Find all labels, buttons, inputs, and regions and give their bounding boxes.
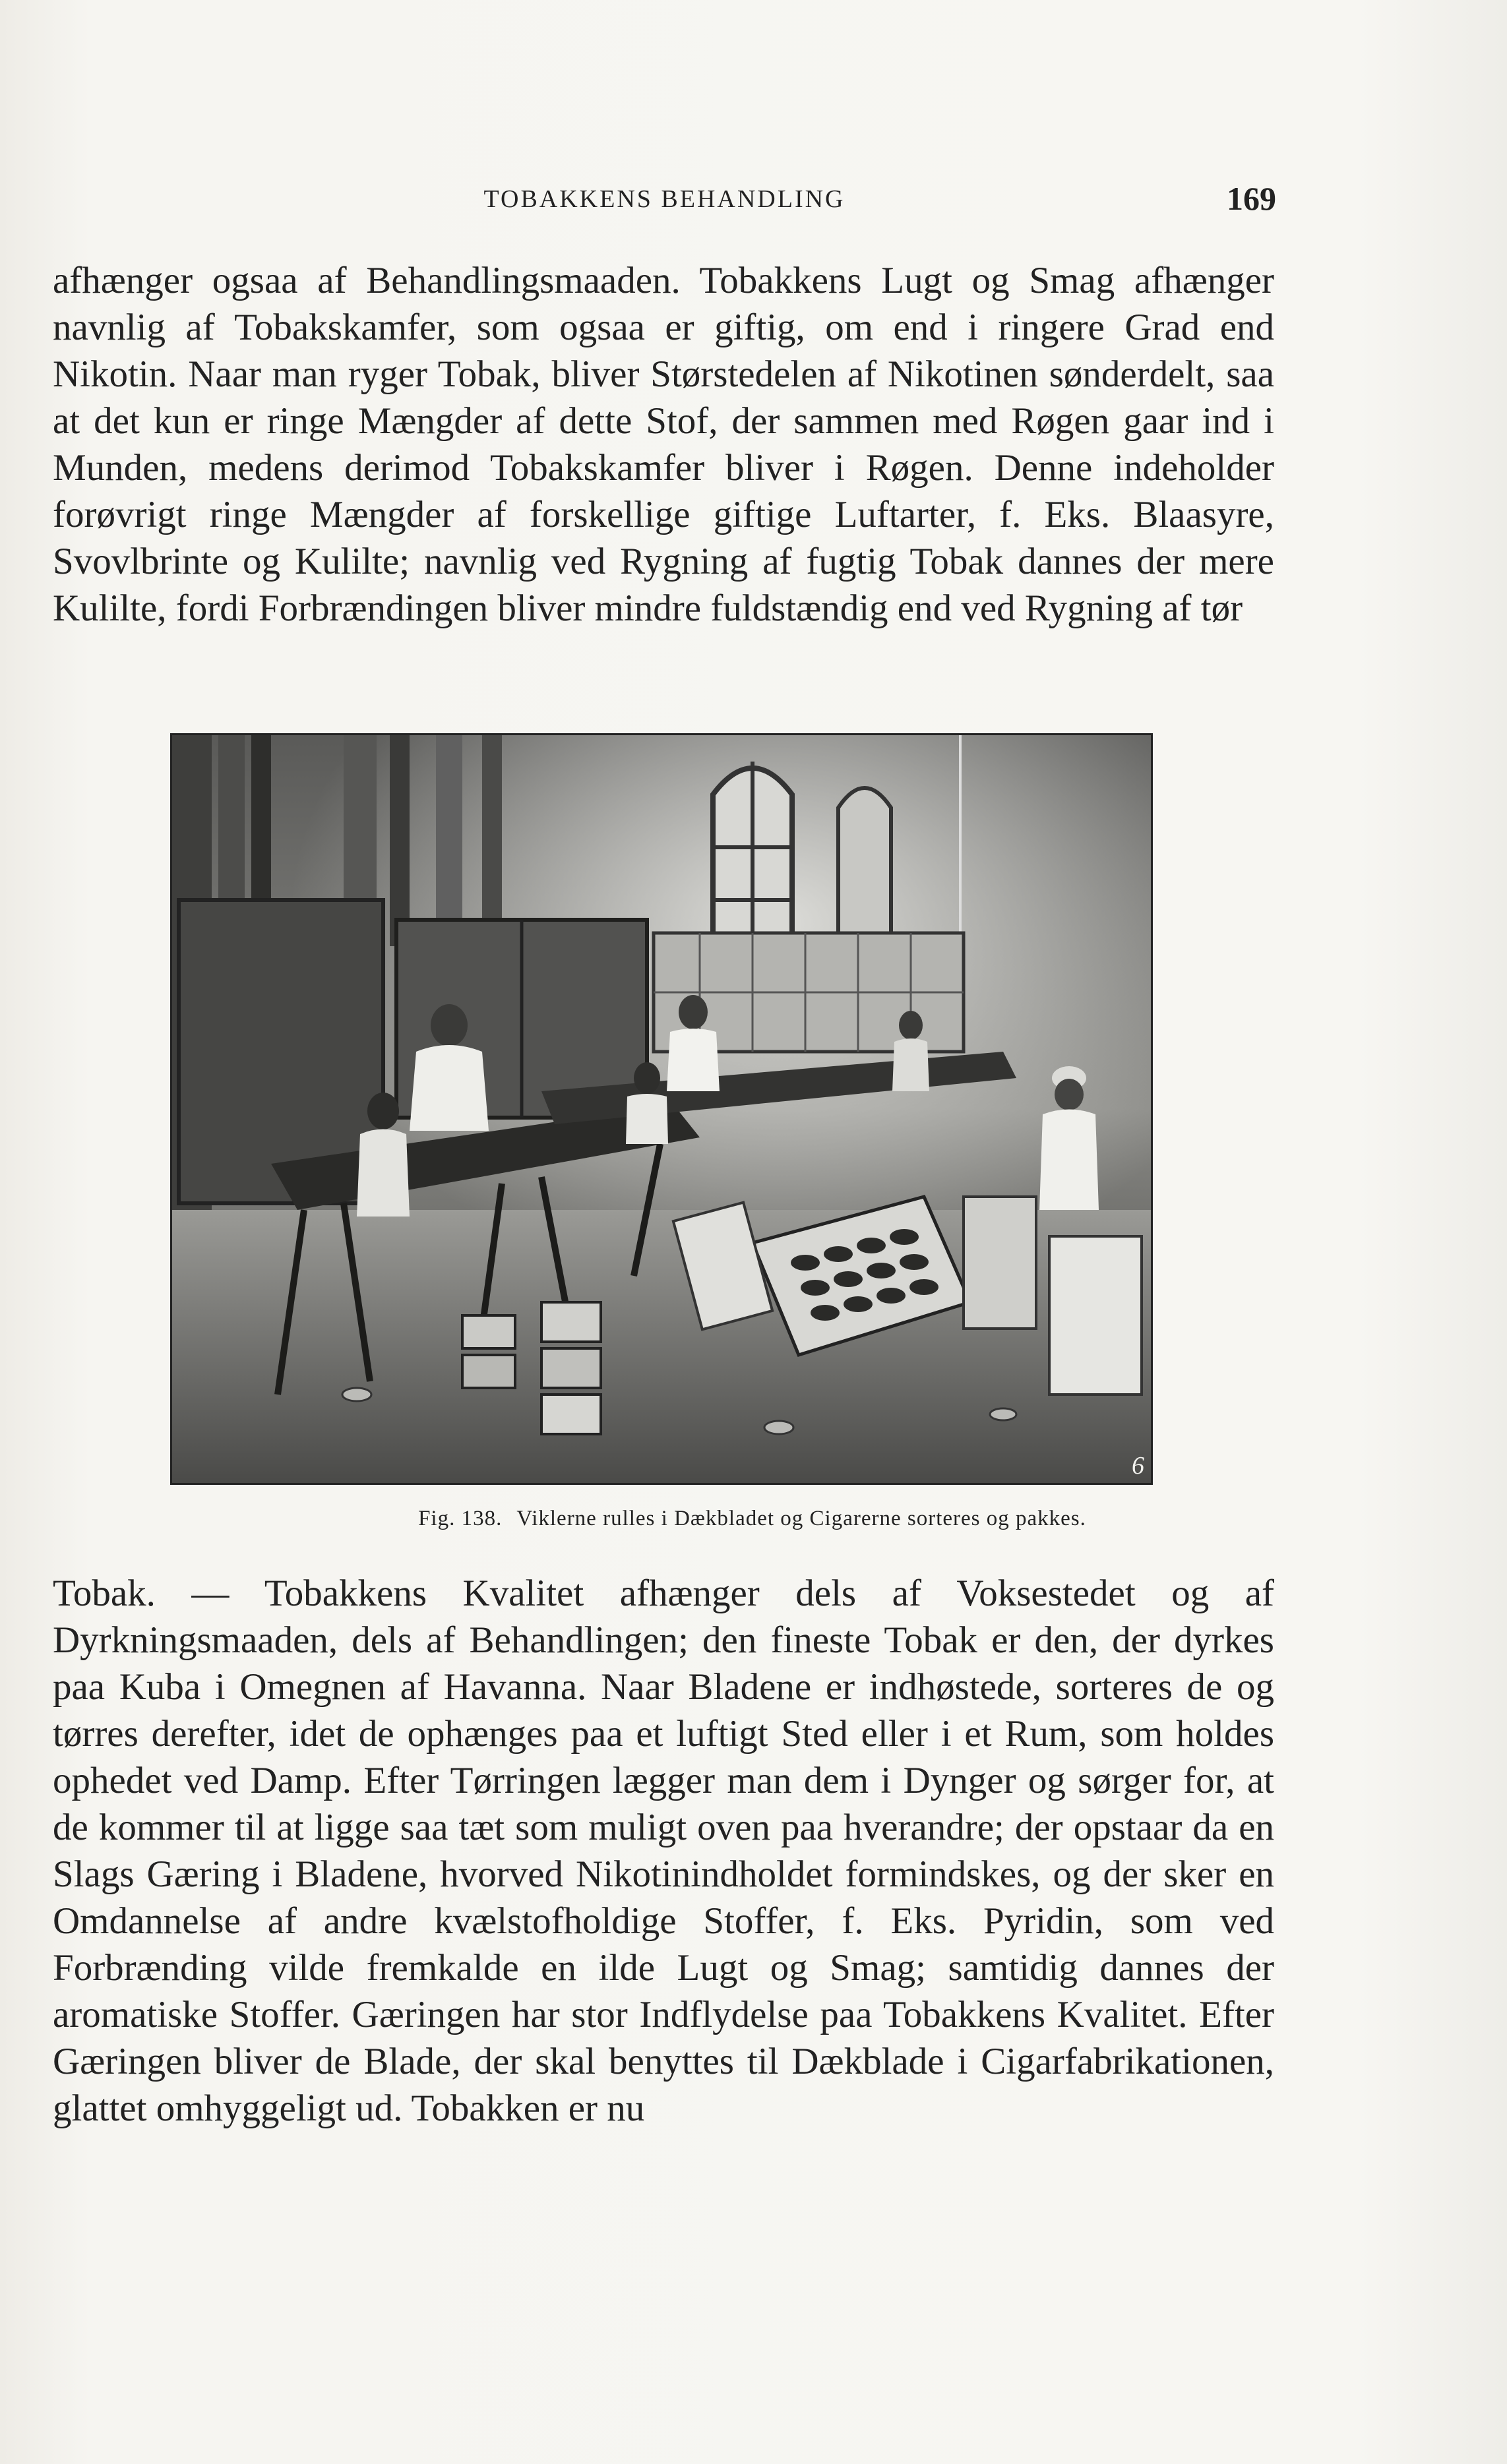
figure-caption (65, 1507, 1440, 1531)
photo-illustration (172, 735, 1151, 1483)
page-number: 169 (1227, 180, 1276, 217)
figure-label: Fig. 138. (418, 1507, 503, 1530)
factory-photograph (170, 733, 1153, 1485)
corner-mark: 6 (1132, 1452, 1144, 1480)
figure-caption-text: Viklerne rulles i Dækbladet og Cigarerne sorteres og pakkes. (516, 1507, 1086, 1530)
paragraph-bottom: Tobak. — Tobakkens Kvalitet afhænger dels af Voksestedet og af Dyrkningsmaaden, dels af Behandlingen; den fineste Tobak er den, der dyrkes paa Kuba i Omegnen af Havanna. Naar Bladene er indhøstede, sorteres de og tørres derefter, idet de ophænges paa et luftigt Sted eller i et Rum, som holdes ophedet ved Damp. Efter Tørringen lægger man dem i Dynger og sørger for, at de kommer til at ligge saa tæt som muligt oven paa hverandre; der opstaar da en Slags Gæring i Bladene, hvorved Nikotinindholdet formindskes, og der sker en Omdannelse af andre kvælstofholdige Stoffer, f. Eks. Pyridin, som ved Forbrænding vilde fremkalde en ilde Lugt og Smag; samtidig dannes der aromatiske Stoffer. Gæringen har stor Indflydelse paa Tobakkens Kvalitet. Efter Gæringen bliver de Blade, der skal benyttes til Dækblade i Cigarfabrikationen, glattet omhyggeligt ud. Tobakken er nu (53, 1573, 1274, 2129)
running-title: TOBAKKENS BEHANDLING (483, 185, 846, 213)
running-head (53, 179, 1276, 219)
figure (170, 733, 1153, 1485)
paragraph-top: afhænger ogsaa af Behandlingsmaaden. Tobakkens Lugt og Smag afhænger navnlig af Tobakskamfer, som ogsaa er giftig, om end i ringere Grad end Nikotin. Naar man ryger Tobak, bliver Størstedelen af Nikotinen sønderdelt, saa at det kun er ringe Mængder af dette Stof, der sammen med Røgen gaar ind i Munden, medens derimod Tobakskamfer bliver i Røgen. Denne indeholder forøvrigt ringe Mængder af forskellige giftige Luftarter, f. Eks. Blaasyre, Svovlbrinte og Kulilte; navnlig ved Rygning af fugtig Tobak dannes der mere Kulilte, fordi Forbrændingen bliver mindre fuldstændig end ved Rygning af tør (53, 260, 1274, 629)
